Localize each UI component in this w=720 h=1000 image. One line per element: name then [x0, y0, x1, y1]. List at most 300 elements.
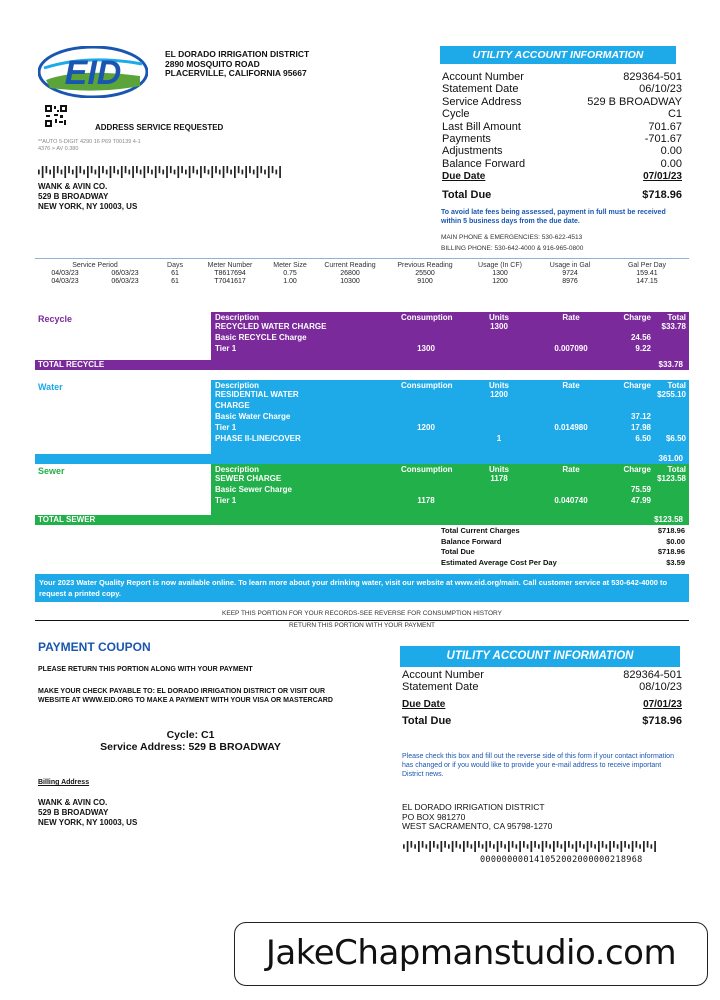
recycle-total-bar [35, 360, 689, 370]
barcode-bar [486, 841, 488, 852]
usage-row [35, 278, 689, 286]
barcode-bar [527, 844, 529, 848]
charge-rate: Rate [562, 313, 580, 322]
usage-cell: 0.75 [283, 270, 297, 277]
barcode-bar [117, 170, 119, 175]
usage-column-header: Meter Size [273, 262, 307, 269]
charge-tot: Total [667, 465, 686, 474]
charge-line [211, 411, 689, 422]
barcode-bar [46, 166, 48, 173]
contact-change-note: Please check this box and fill out the reverse side of this form if your contact information has changed or if you would like to provide your e-mail address to receive important District news. [402, 753, 674, 778]
due-date-value: 07/01/23 [643, 171, 682, 182]
payment-coupon-title: PAYMENT COUPON [38, 640, 151, 654]
barcode-bar [403, 844, 405, 848]
barcode-bar [155, 166, 157, 178]
charge-tot: $255.10 [657, 390, 686, 399]
charge-cons: Consumption [401, 381, 453, 390]
account-row [442, 133, 682, 145]
remit-barcode [403, 841, 658, 852]
charge-units: Units [489, 381, 509, 390]
recycle-section [35, 312, 689, 370]
charge-line [211, 422, 689, 433]
barcode-bar [531, 841, 533, 852]
coupon-total-value: $718.96 [642, 715, 682, 727]
barcode-bar [185, 170, 187, 175]
charge-desc: PHASE II-LINE/COVER [215, 434, 301, 443]
barcode-bar [542, 841, 544, 852]
barcode-bar [61, 170, 63, 175]
coupon-account-rows [402, 670, 682, 693]
barcode-bar [456, 841, 458, 848]
charge-desc: CHARGE [215, 401, 250, 410]
barcode-bar [253, 170, 255, 175]
account-row [442, 96, 682, 108]
due-date-row [442, 171, 682, 182]
coupon-statement-date: 08/10/23 [639, 680, 682, 693]
water-total-value: 361.00 [658, 454, 683, 463]
barcode-bar [159, 166, 161, 173]
usage-cell: 9100 [417, 278, 433, 285]
usage-column-header: Days [167, 262, 183, 269]
account-row-label: Adjustments [442, 145, 503, 158]
sewer-total-bar [35, 515, 689, 525]
barcode-bar [489, 841, 491, 848]
barcode-bar [189, 166, 191, 178]
barcode-bar [83, 170, 85, 175]
barcode-bar [57, 166, 59, 173]
barcode-bar [583, 844, 585, 848]
watermark-badge: JakeChapmanstudio.com [234, 922, 708, 986]
account-row [442, 71, 682, 83]
charge-desc: Basic RECYCLE Charge [215, 333, 307, 342]
barcode-bar [125, 166, 127, 173]
charge-desc: Basic Water Charge [215, 412, 291, 421]
charge-cons: 1178 [417, 496, 435, 505]
summary-label: Estimated Average Cost Per Day [441, 557, 557, 567]
account-row-label: Statement Date [442, 83, 519, 96]
barcode-bar [654, 841, 656, 852]
barcode-bar [452, 841, 454, 852]
sewer-table [211, 464, 689, 515]
billing-city: NEW YORK, NY 10003, US [38, 818, 138, 827]
charge-cons: Consumption [401, 465, 453, 474]
charge-chg: 47.99 [630, 496, 651, 505]
barcode-bar [260, 166, 262, 173]
barcode-bar [64, 166, 66, 178]
usage-cell: 06/03/23 [111, 270, 139, 277]
account-row-value: 701.67 [648, 120, 682, 133]
barcode-bar [418, 841, 420, 852]
postal-line-1: **AUTO 5-DIGIT 4290 16 P69 T00139 4-1 [38, 139, 141, 145]
barcode-bar [110, 166, 112, 178]
account-row [442, 121, 682, 133]
barcode-bar [538, 844, 540, 848]
charge-desc: Basic Sewer Charge [215, 485, 292, 494]
billing-address-label: Billing Address [38, 779, 90, 786]
barcode-bar [624, 841, 626, 848]
barcode-bar [245, 166, 247, 178]
recycle-total-value: $33.78 [658, 360, 683, 369]
recycle-total-label: TOTAL RECYCLE [38, 360, 105, 369]
account-row-label: Service Address [442, 95, 522, 108]
barcode-bar [422, 841, 424, 848]
qr-code [45, 105, 67, 127]
barcode-bar [136, 166, 138, 173]
usage-header-row [35, 262, 689, 270]
late-fee-notice: To avoid late fees being assessed, payment in full must be received within 5 business days from the due date. [441, 209, 666, 225]
barcode-bar [463, 841, 465, 852]
usage-cell: 61 [171, 270, 179, 277]
sewer-total-value: $123.58 [654, 515, 683, 524]
barcode-bar [448, 844, 450, 848]
charge-cons: 1200 [417, 423, 435, 432]
barcode-bar [568, 841, 570, 848]
barcode-bar [279, 166, 281, 178]
barcode-bar [647, 841, 649, 848]
account-row-label: Cycle [442, 108, 470, 121]
postal-barcode [38, 166, 283, 178]
account-row-label: Account Number [442, 71, 524, 83]
barcode-bar [632, 841, 634, 852]
usage-cell: 9724 [562, 270, 578, 277]
barcode-bar [208, 170, 210, 175]
coupon-instruction: PLEASE RETURN THIS PORTION ALONG WITH YOUR PAYMENT [38, 666, 253, 673]
sewer-total-label: TOTAL SEWER [38, 515, 96, 524]
charge-chg: Charge [623, 313, 651, 322]
usage-column-header: Usage in Gal [549, 262, 591, 269]
due-date-label: Due Date [442, 171, 486, 182]
charge-units: 1200 [490, 390, 508, 399]
barcode-bar [572, 844, 574, 848]
summary-value: $718.96 [657, 547, 685, 556]
account-row-value: 06/10/23 [639, 83, 682, 96]
total-due-label: Total Due [442, 189, 492, 201]
barcode-bar [151, 170, 153, 175]
charge-tot: $123.58 [657, 474, 686, 483]
billing-name: WANK & AVIN CO. [38, 798, 108, 807]
remit-city: WEST SACRAMENTO, CA 95798-1270 [402, 821, 553, 831]
logo-lettering: EID [64, 54, 122, 92]
coupon-total-row [402, 715, 682, 727]
total-due-row [442, 189, 682, 201]
summary-label: Balance Forward [441, 536, 502, 546]
barcode-bar [561, 844, 563, 848]
usage-cell: 26800 [340, 270, 360, 277]
account-row-label: Last Bill Amount [442, 120, 521, 133]
barcode-bar [238, 166, 240, 173]
charge-rate: Rate [562, 381, 580, 390]
summary-value: $3.59 [666, 557, 685, 567]
charge-line [211, 433, 689, 444]
barcode-bar [268, 166, 270, 178]
summary-row [441, 537, 685, 548]
barcode-bar [193, 166, 195, 173]
keep-portion-notice: KEEP THIS PORTION FOR YOUR RECORDS-SEE REVERSE FOR CONSUMPTION HISTORY [222, 610, 502, 617]
charge-units: 1 [496, 434, 502, 443]
barcode-bar [95, 170, 97, 175]
barcode-bar [106, 170, 108, 175]
charge-line [211, 495, 689, 506]
district-name: EL DORADO IRRIGATION DISTRICT [165, 49, 310, 59]
account-row [442, 83, 682, 95]
eid-logo [38, 46, 148, 98]
charge-tot: Total [667, 313, 686, 322]
usage-column-header: Service Period [72, 262, 118, 269]
barcode-bar [478, 841, 480, 848]
ocr-scanline: 000000000141052002000000218968 [480, 855, 643, 865]
barcode-bar [79, 166, 81, 173]
usage-divider [35, 258, 689, 259]
account-row-label: Payments [442, 133, 491, 145]
barcode-bar [91, 166, 93, 173]
charge-rate: 0.007090 [554, 344, 588, 353]
barcode-bar [628, 844, 630, 848]
barcode-bar [264, 170, 266, 175]
coupon-service-address: Service Address: 529 B BROADWAY [100, 741, 281, 753]
barcode-bar [49, 170, 51, 175]
remit-po-box: PO BOX 981270 [402, 811, 466, 822]
usage-column-header: Usage (In CF) [478, 262, 522, 269]
usage-cell: 147.15 [636, 278, 658, 285]
barcode-bar [121, 166, 123, 178]
charges-summary [441, 526, 685, 568]
barcode-bar [576, 841, 578, 852]
account-info-title: UTILITY ACCOUNT INFORMATION [440, 46, 676, 64]
charge-tot: Total [667, 381, 686, 390]
billing-street: 529 B BROADWAY [38, 808, 109, 817]
payable-instructions: MAKE YOUR CHECK PAYABLE TO: EL DORADO IRRIGATION DISTRICT OR VISIT OUR WEBSITE AT WWW.EID.ORG TO MAKE A PAYMENT WITH YOUR VISA OR MASTERCARD [38, 688, 333, 704]
barcode-bar [128, 170, 130, 175]
usage-cell: 04/03/23 [51, 278, 79, 285]
charge-line [211, 332, 689, 343]
account-row [442, 108, 682, 120]
barcode-bar [174, 170, 176, 175]
account-row-value: -701.67 [644, 133, 682, 145]
charge-chg: 17.98 [630, 423, 651, 432]
barcode-bar [429, 841, 431, 852]
barcode-bar [504, 844, 506, 848]
account-row-value: 529 B BROADWAY [587, 95, 682, 108]
charge-line [211, 400, 689, 411]
barcode-bar [53, 166, 55, 178]
barcode-bar [414, 844, 416, 848]
barcode-bar [211, 166, 213, 178]
charge-line [211, 389, 689, 400]
coupon-cycle: Cycle: C1 [166, 729, 215, 741]
account-row-value: 0.00 [660, 157, 682, 170]
barcode-bar [441, 841, 443, 852]
usage-cell: 159.41 [636, 270, 658, 277]
barcode-bar [272, 166, 274, 173]
barcode-bar [162, 170, 164, 175]
main-phone: MAIN PHONE & EMERGENCIES: 530-622-4513 [441, 234, 583, 241]
barcode-bar [587, 841, 589, 852]
barcode-bar [523, 841, 525, 848]
charge-desc: Tier 1 [215, 423, 237, 432]
barcode-bar [433, 841, 435, 848]
barcode-bar [508, 841, 510, 852]
barcode-bar [459, 844, 461, 848]
coupon-statement-label: Statement Date [402, 680, 479, 693]
charge-line [211, 484, 689, 495]
barcode-bar [546, 841, 548, 848]
account-row [442, 145, 682, 157]
usage-cell: 25500 [415, 270, 435, 277]
charge-units: 1178 [490, 474, 508, 483]
usage-cell: 04/03/23 [51, 270, 79, 277]
barcode-bar [557, 841, 559, 848]
barcode-bar [87, 166, 89, 178]
barcode-bar [223, 166, 225, 178]
barcode-bar [501, 841, 503, 848]
barcode-bar [516, 844, 518, 848]
customer-city: NEW YORK, NY 10003, US [38, 202, 138, 211]
usage-cell: 61 [171, 278, 179, 285]
charge-tot: $33.78 [661, 322, 686, 331]
barcode-bar [177, 166, 179, 178]
mailing-address [38, 182, 137, 212]
summary-row [441, 547, 685, 558]
barcode-bar [411, 841, 413, 848]
water-total-bar [35, 454, 689, 464]
barcode-bar [579, 841, 581, 848]
recycle-table [211, 312, 689, 360]
usage-column-header: Gal Per Day [627, 262, 667, 269]
charge-units: Units [489, 465, 509, 474]
barcode-bar [72, 170, 74, 175]
charge-units: Units [489, 313, 509, 322]
charge-line [211, 473, 689, 484]
usage-cell: 06/03/23 [111, 278, 139, 285]
barcode-bar [444, 841, 446, 848]
barcode-bar [493, 844, 495, 848]
barcode-bar [219, 170, 221, 175]
barcode-bar [643, 841, 645, 852]
barcode-bar [257, 166, 259, 178]
charge-tot: $6.50 [665, 434, 686, 443]
summary-label: Total Current Charges [441, 526, 520, 535]
charge-rate: Rate [562, 465, 580, 474]
summary-value: $718.96 [657, 526, 685, 535]
summary-label: Total Due [441, 547, 475, 556]
barcode-bar [482, 844, 484, 848]
barcode-bar [234, 166, 236, 178]
usage-cell: 1200 [492, 278, 508, 285]
barcode-bar [204, 166, 206, 173]
charge-desc: Description [215, 381, 260, 390]
sewer-section [35, 464, 689, 525]
coupon-account-number-label: Account Number [402, 669, 484, 681]
account-row-value: C1 [667, 108, 682, 121]
charge-rate: 0.040740 [554, 496, 588, 505]
charge-desc: Tier 1 [215, 344, 237, 353]
barcode-bar [249, 166, 251, 173]
barcode-bar [602, 841, 604, 848]
customer-name: WANK & AVIN CO. [38, 182, 108, 191]
summary-row [441, 558, 685, 569]
summary-value: $0.00 [666, 536, 685, 546]
charge-chg: 37.12 [630, 412, 651, 421]
tear-line [35, 620, 689, 621]
charge-desc: Description [215, 313, 260, 322]
charge-chg: Charge [623, 381, 651, 390]
barcode-bar [549, 844, 551, 848]
barcode-bar [38, 170, 40, 175]
barcode-bar [76, 166, 78, 178]
barcode-bar [594, 844, 596, 848]
charge-chg: Charge [623, 465, 651, 474]
barcode-bar [98, 166, 100, 178]
barcode-bar [170, 166, 172, 173]
barcode-bar [617, 844, 619, 848]
usage-column-header: Meter Number [207, 262, 253, 269]
charge-line [211, 343, 689, 354]
usage-column-header: Previous Reading [397, 262, 453, 269]
barcode-bar [242, 170, 244, 175]
district-street: 2890 MOSQUITO ROAD [165, 58, 260, 69]
charge-cons: 1300 [417, 344, 435, 353]
barcode-bar [606, 844, 608, 848]
barcode-bar [215, 166, 217, 173]
barcode-bar [621, 841, 623, 852]
barcode-bar [591, 841, 593, 848]
billing-address [38, 798, 137, 828]
charge-desc: RESIDENTIAL WATER [215, 390, 299, 399]
charge-chg: 9.22 [635, 344, 651, 353]
remit-name: EL DORADO IRRIGATION DISTRICT [402, 802, 545, 812]
charge-cons: Consumption [401, 313, 453, 322]
summary-row [441, 526, 685, 537]
charge-chg: 75.59 [630, 485, 651, 494]
phone-numbers [441, 232, 683, 254]
barcode-bar [181, 166, 183, 173]
total-due-value: $718.96 [642, 189, 682, 201]
account-row-value: 829364-501 [623, 71, 682, 83]
usage-cell: 1300 [492, 270, 508, 277]
usage-row [35, 270, 689, 278]
barcode-bar [144, 166, 146, 178]
barcode-bar [42, 166, 44, 178]
customer-street: 529 B BROADWAY [38, 192, 109, 201]
usage-column-header: Current Reading [324, 262, 376, 269]
district-city: PLACERVILLE, CALIFORNIA 95667 [165, 68, 307, 78]
charge-chg: 24.56 [630, 333, 651, 342]
barcode-bar [651, 844, 653, 848]
charge-units: 1300 [490, 322, 508, 331]
recycle-label: Recycle [35, 312, 211, 362]
barcode-bar [497, 841, 499, 852]
barcode-bar [564, 841, 566, 852]
sewer-label: Sewer [35, 464, 211, 515]
barcode-bar [598, 841, 600, 852]
barcode-bar [613, 841, 615, 848]
coupon-due-row [402, 699, 682, 710]
district-address [165, 50, 309, 79]
return-portion-notice: RETURN THIS PORTION WITH YOUR PAYMENT [288, 622, 436, 629]
account-row-label: Balance Forward [442, 157, 526, 170]
usage-table [35, 262, 689, 286]
charge-desc: Tier 1 [215, 496, 237, 505]
barcode-bar [426, 844, 428, 848]
barcode-bar [200, 166, 202, 178]
barcode-bar [534, 841, 536, 848]
usage-cell: T8617694 [214, 270, 246, 277]
barcode-bar [147, 166, 149, 173]
barcode-bar [639, 844, 641, 848]
account-row [442, 158, 682, 170]
barcode-bar [407, 841, 409, 852]
barcode-bar [166, 166, 168, 178]
